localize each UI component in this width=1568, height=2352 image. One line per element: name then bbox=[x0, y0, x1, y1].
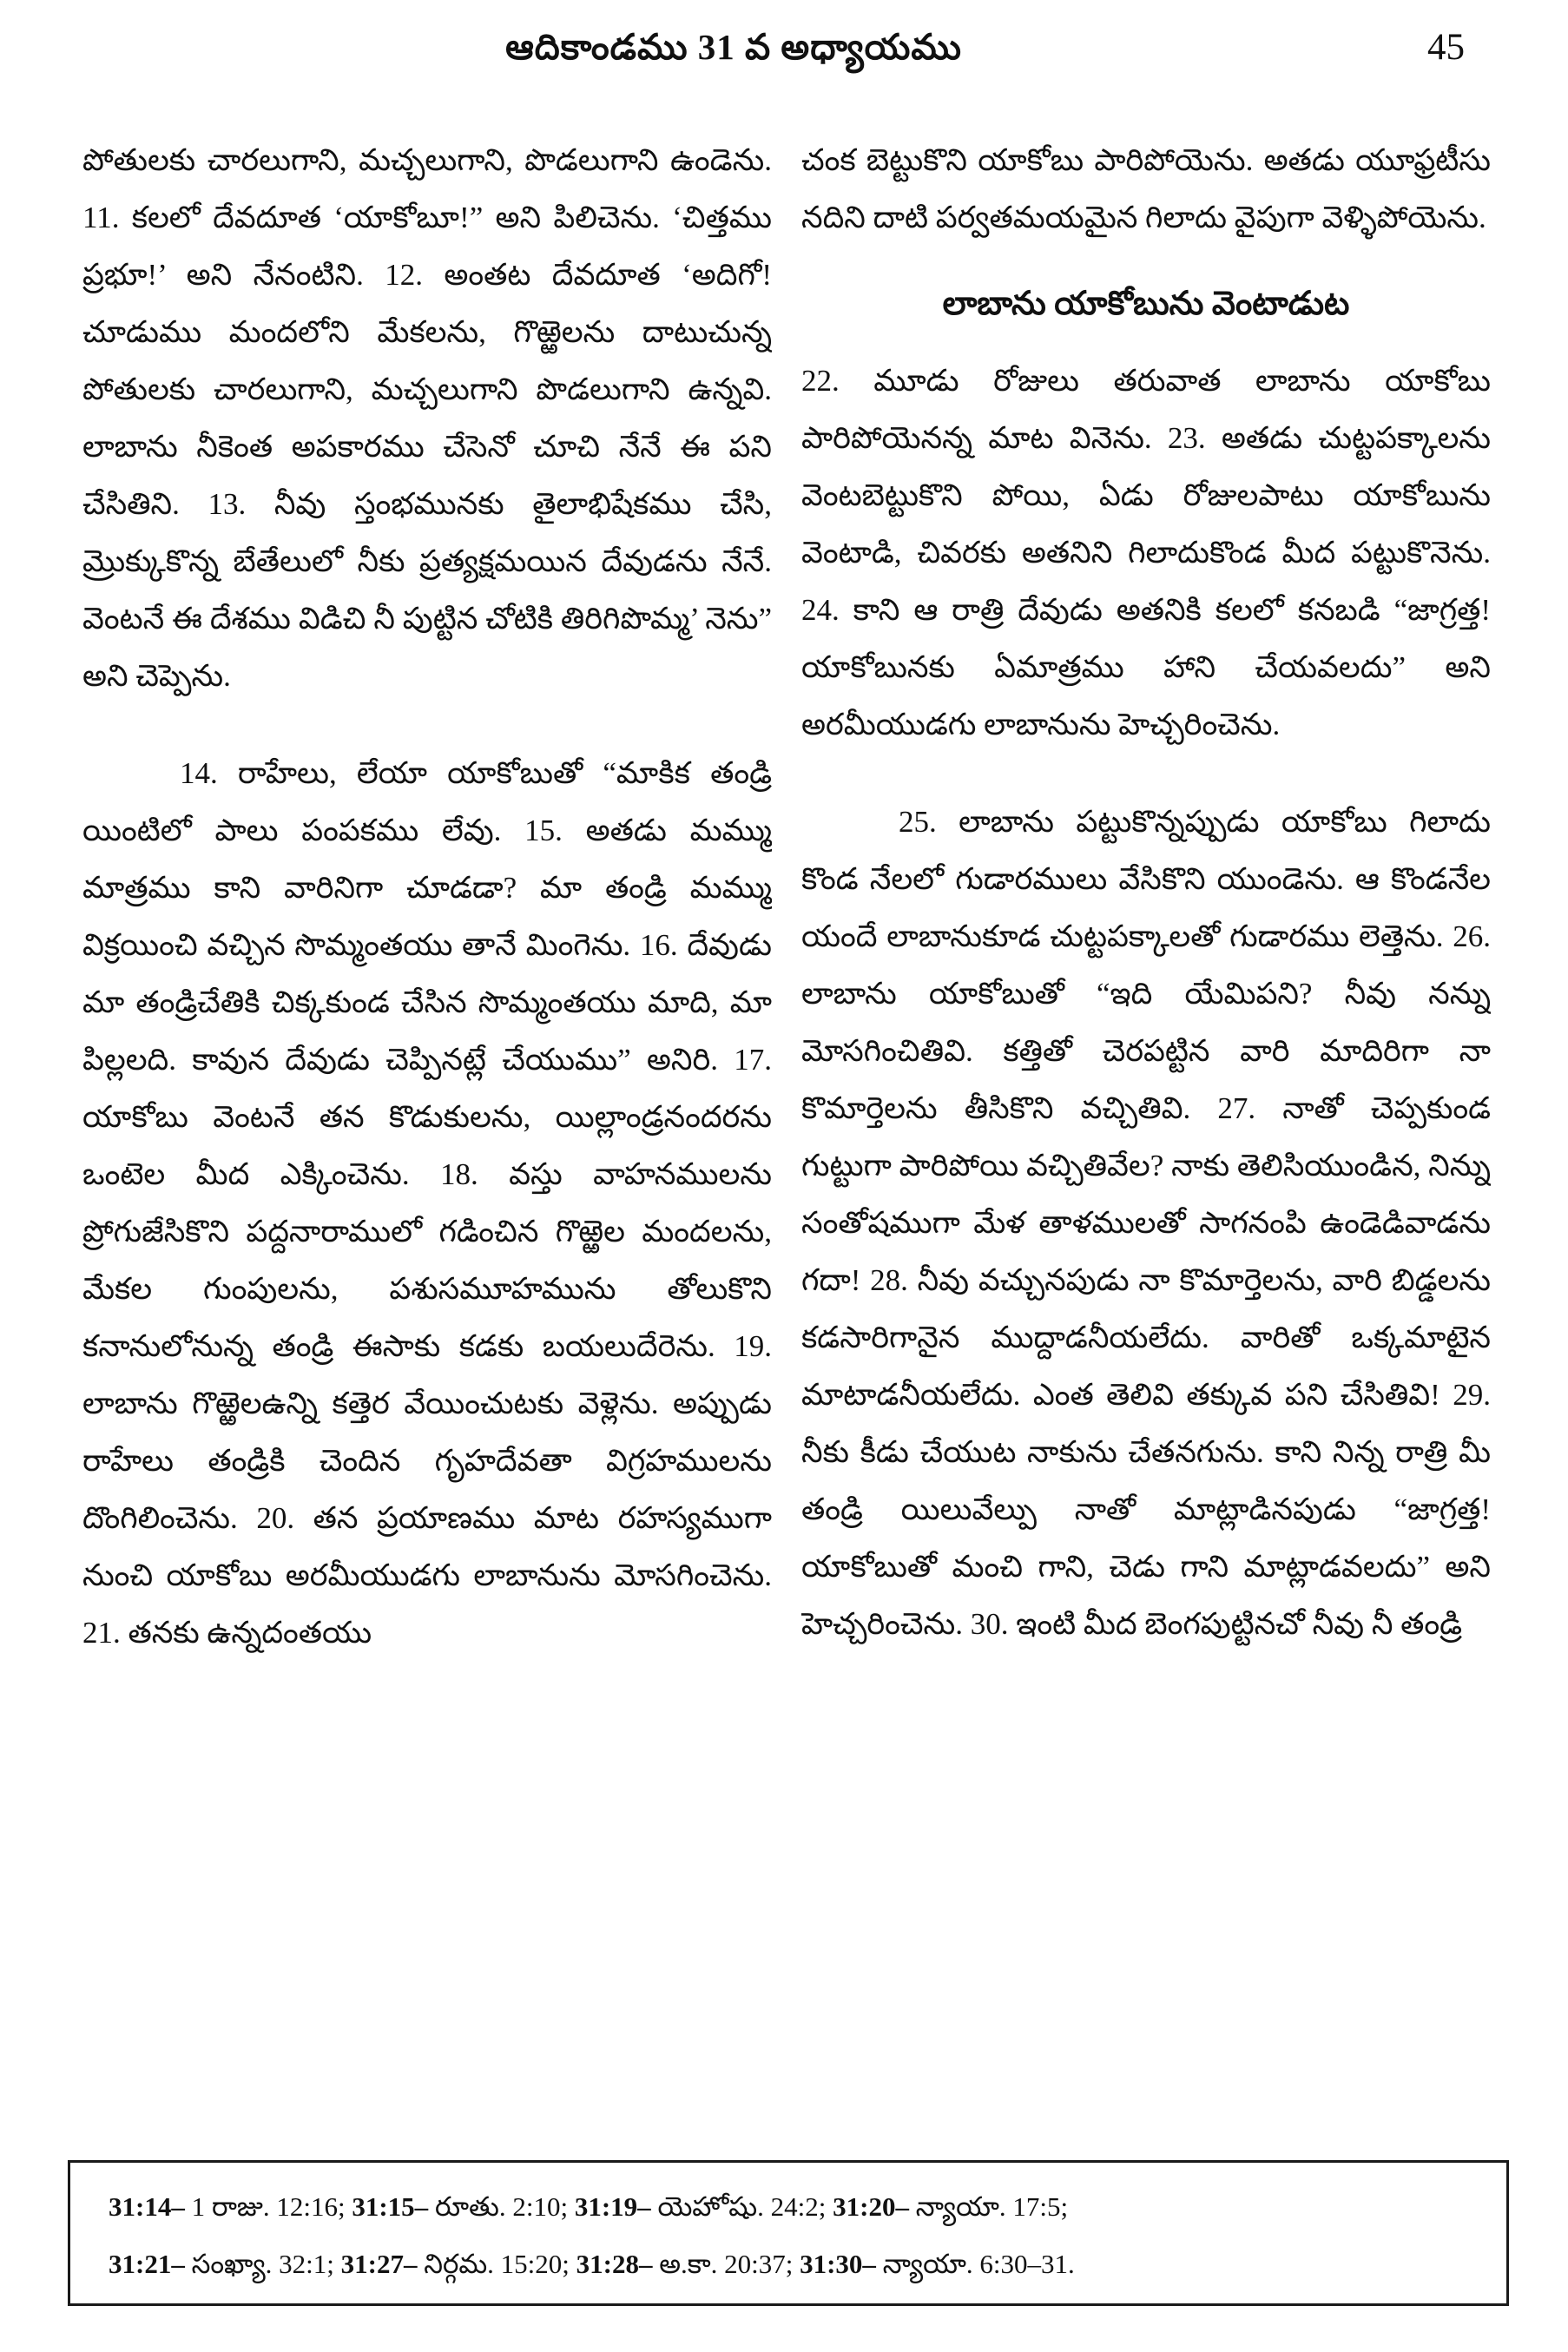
ref-target: యెహోషు. 24:2; bbox=[650, 2191, 833, 2222]
cross-reference-box bbox=[68, 2160, 1509, 2306]
paragraph: 14. రాహేలు, లేయా యాకోబుతో “మాకిక తండ్రి యింటిలో పాలు పంపకము లేవు. 15. అతడు మమ్ము మాత్రము కాని వారినిగా చూడడా? మా తండ్రి మమ్ము విక్రయించి వచ్చిన సొమ్మంతయు తానే మింగెను. 16. దేవుడు మా తండ్రిచేతికి చిక్కకుండ చేసిన సొమ్మంతయు మాది, మా పిల్లలది. కావున దేవుడు చెప్పినట్లే చేయుము” అనిరి. 17. యాకోబు వెంటనే తన కొడుకులను, యిల్లాండ్రనందరను ఒంటెల మీద ఎక్కించెను. 18. వస్తు వాహనములను ప్రోగుజేసికొని పద్దనారాములో గడించిన గొఱ్ఱెల మందలను, మేకల గుంపులను, పశుసమూహమును తోలుకొని కనానులోనున్న తండ్రి ఈసాకు కడకు బయలుదేరెను. 19. లాబాను గొఱ్ఱెలఉన్ని కత్తెర వేయించుటకు వెళ్లెను. అప్పుడు రాహేలు తండ్రికి చెందిన గృహదేవతా విగ్రహములను దొంగిలించెను. 20. తన ప్రయాణము మాట రహస్యముగా నుంచి యాకోబు అరమీయుడగు లాబానును మోసగించెను. 21. తనకు ఉన్నదంతయు bbox=[82, 756, 772, 1650]
section-heading: లాబాను యాకోబును వెంటాడుట bbox=[942, 286, 1350, 322]
ref-target: సంఖ్యా. 32:1; bbox=[184, 2249, 341, 2279]
footnote-line bbox=[109, 2178, 1473, 2236]
paragraph: పోతులకు చారలుగాని, మచ్చలుగాని, పొడలుగాని ఉండెను. 11. కలలో దేవదూత ‘యాకోబూ!” అని పిలిచెను. ‘చిత్తము ప్రభూ!’ అని నేనంటిని. 12. అంతట దేవదూత ‘అదిగో! చూడుము మందలోని మేకలను, గొఱ్ఱెలను దాటుచున్న పోతులకు చారలుగాని, మచ్చలుగాని పొడలుగాని ఉన్నవి. లాబాను నీకెంత అపకారము చేసెనో చూచి నేనే ఈ పని చేసితిని. 13. నీవు స్తంభమునకు తైలాభిషేకము చేసి, మ్రొక్కుకొన్న బేతేలులో నీకు ప్రత్యక్షమయిన దేవుడను నేనే. వెంటనే ఈ దేశము విడిచి నీ పుట్టిన చోటికి తిరిగిపొమ్మ’ నెను” అని చెప్పెను. bbox=[82, 143, 772, 693]
right-column bbox=[801, 132, 1491, 2125]
verse-ref: 31:15– bbox=[352, 2191, 429, 2222]
verse-ref: 31:30– bbox=[800, 2249, 876, 2279]
paragraph: 22. మూడు రోజులు తరువాత లాబాను యాకోబు పారిపోయెనన్న మాట వినెను. 23. అతడు చుట్టపక్కాలను వెంటబెట్టుకొని పోయి, ఏడు రోజులపాటు యాకోబును వెంటాడి, చివరకు అతనిని గిలాదుకొండ మీద పట్టుకొనెను. 24. కాని ఆ రాత్రి దేవుడు అతనికి కలలో కనబడి “జాగ్రత్త! యాకోబునకు ఏమాత్రము హాని చేయవలదు” అని అరమీయుడగు లాబానును హెచ్చరించెను. bbox=[801, 364, 1491, 741]
ref-target: నిర్గమ. 15:20; bbox=[417, 2249, 576, 2279]
paragraph: చంక బెట్టుకొని యాకోబు పారిపోయెను. అతడు యూఫ్రటీసు నదిని దాటి పర్వతమయమైన గిలాదు వైపుగా వెళ్ళిపోయెను. bbox=[801, 143, 1491, 234]
running-head bbox=[82, 26, 1489, 87]
chapter-title: ఆదికాండము 31 వ అధ్యాయము bbox=[505, 27, 962, 67]
paragraph: 25. లాబాను పట్టుకొన్నప్పుడు యాకోబు గిలాదు కొండ నేలలో గుడారములు వేసికొని యుండెను. ఆ కొండనేల యందే లాబానుకూడ చుట్టపక్కాలతో గుడారము లెత్తెను. 26. లాబాను యాకోబుతో “ఇది యేమిపని? నీవు నన్ను మోసగించితివి. కత్తితో చెరపట్టిన వారి మాదిరిగా నా కొమార్తెలను తీసికొని వచ్చితివి. 27. నాతో చెప్పకుండ గుట్టుగా పారిపోయి వచ్చితివేల? నాకు తెలిసియుండిన, నిన్ను సంతోషముగా మేళ తాళములతో సాగనంపి ఉండెడివాడను గదా! 28. నీవు వచ్చునపుడు నా కొమార్తెలను, వారి బిడ్డలను కడసారిగానైన ముద్దాడనీయలేదు. వారితో ఒక్కమాటైన మాటాడనీయలేదు. ఎంత తెలివి తక్కువ పని చేసితివి! 29. నీకు కీడు చేయుట నాకును చేతనగును. కాని నిన్న రాత్రి మీ తండ్రి యిలువేల్పు నాతో మాట్లాడినపుడు “జాగ్రత్త! యాకోబుతో మంచి గాని, చెడు గాని మాట్లాడవలదు” అని హెచ్చరించెను. 30. ఇంటి మీద బెంగపుట్టినచో నీవు నీ తండ్రి bbox=[801, 805, 1491, 1641]
verse-ref: 31:28– bbox=[576, 2249, 653, 2279]
verse-ref: 31:20– bbox=[833, 2191, 909, 2222]
verse-ref: 31:27– bbox=[340, 2249, 418, 2279]
ref-target: న్యాయా. 6:30–31. bbox=[875, 2249, 1075, 2279]
ref-target: 1 రాజు. 12:16; bbox=[184, 2191, 352, 2222]
ref-target: న్యాయా. 17:5; bbox=[908, 2191, 1069, 2222]
page-number: 45 bbox=[1427, 27, 1465, 68]
left-column bbox=[82, 132, 772, 2125]
verse-ref: 31:21– bbox=[109, 2249, 185, 2279]
footnote-line bbox=[109, 2236, 1473, 2293]
verse-ref: 31:14– bbox=[109, 2191, 185, 2222]
ref-target: రూతు. 2:10; bbox=[428, 2191, 575, 2222]
verse-ref: 31:19– bbox=[574, 2191, 651, 2222]
ref-target: అ.కా. 20:37; bbox=[652, 2249, 800, 2279]
text-columns bbox=[82, 132, 1491, 2125]
